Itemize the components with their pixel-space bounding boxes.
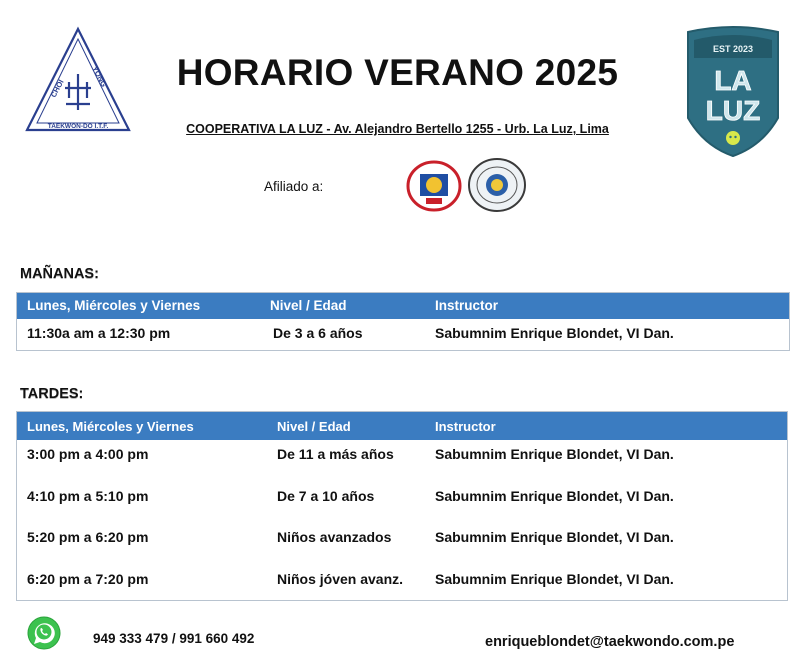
morning-schedule-table (16, 292, 790, 351)
col-header-level: Nivel / Edad (270, 298, 347, 313)
table-row (17, 321, 789, 351)
table-row (17, 446, 787, 476)
logo-luz-text: LUZ (705, 95, 761, 126)
instructor-cell: Sabumnim Enrique Blondet, VI Dan. (435, 446, 674, 462)
instructor-cell: Sabumnim Enrique Blondet, VI Dan. (435, 529, 674, 545)
afternoon-section-title: TARDES: (20, 386, 84, 402)
itf-seal-icon (467, 157, 527, 213)
logo-text-bottom: TAEKWON-DO I.T.F. (47, 123, 109, 130)
table-header (17, 293, 789, 319)
logo-la-text: LA (714, 65, 752, 96)
time-cell: 5:20 pm a 6:20 pm (27, 529, 149, 545)
time-cell: 6:20 pm a 7:20 pm (27, 571, 149, 587)
col-header-instructor: Instructor (435, 419, 496, 434)
instructor-cell: Sabumnim Enrique Blondet, VI Dan. (435, 488, 674, 504)
logo-text-left: CHOI (48, 78, 66, 99)
table-row (17, 529, 787, 559)
federation-seal-icon (406, 160, 462, 212)
phone-numbers: 949 333 479 / 991 660 492 (93, 631, 255, 646)
logo-est-text: EST 2023 (712, 44, 754, 54)
level-cell: De 11 a más años (277, 446, 394, 462)
time-cell: 4:10 pm a 5:10 pm (27, 488, 149, 504)
col-header-days: Lunes, Miércoles y Viernes (27, 419, 194, 434)
col-header-instructor: Instructor (435, 298, 499, 313)
address-subtitle: COOPERATIVA LA LUZ - Av. Alejandro Bertello 1255 - Urb. La Luz, Lima (186, 122, 609, 136)
la-luz-shield-logo (682, 22, 784, 160)
time-cell: 3:00 pm a 4:00 pm (27, 446, 149, 462)
col-header-days: Lunes, Miércoles y Viernes (27, 298, 201, 313)
choi-yong-logo (22, 26, 134, 134)
table-header (17, 412, 787, 440)
whatsapp-icon[interactable] (27, 616, 61, 650)
contact-email[interactable]: enriqueblondet@taekwondo.com.pe (485, 634, 735, 650)
affiliated-label: Afiliado a: (264, 179, 324, 194)
afternoon-schedule-table (16, 411, 788, 601)
level-cell: Niños jóven avanz. (277, 571, 404, 587)
table-row (17, 488, 787, 518)
page-title: HORARIO VERANO 2025 (176, 52, 619, 93)
level-cell: De 7 a 10 años (277, 488, 375, 504)
level-cell: Niños avanzados (277, 529, 392, 545)
col-header-level: Nivel / Edad (277, 419, 351, 434)
instructor-cell: Sabumnim Enrique Blondet, VI Dan. (435, 571, 674, 587)
instructor-cell: Sabumnim Enrique Blondet, VI Dan. (435, 325, 674, 341)
time-cell: 11:30a am a 12:30 pm (27, 325, 171, 341)
morning-section-title: MAÑANAS: (20, 266, 99, 282)
level-cell: De 3 a 6 años (273, 325, 363, 341)
table-row (17, 571, 787, 601)
logo-text-right: YONG (90, 64, 109, 89)
